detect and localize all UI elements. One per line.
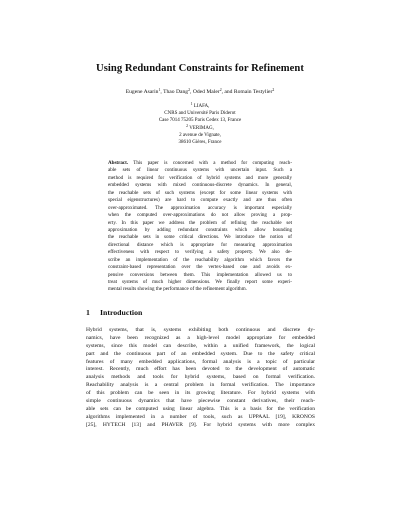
author-separator: , <box>160 89 164 95</box>
affiliation-line <box>0 139 400 146</box>
abstract-line: approximation by adding redundant constraints which allow bounding <box>108 226 292 233</box>
abstract-line: scribe an implementation of the reachability algorithm which favors the <box>108 256 292 263</box>
abstract-line: over-approximated. The approximation accuracy is important especially <box>108 204 292 211</box>
body-line: part and the continuous part of an embedded system. Due to the safety critical <box>86 350 315 357</box>
abstract-line: constraint-based representation over the vertex-based one and avoids ex- <box>108 264 292 271</box>
abstract-line: effectiveness with respect to verifying a safety property. We also de- <box>108 249 292 256</box>
affiliation-line <box>0 117 400 124</box>
affil-text: CNRS and Université Paris Diderot <box>164 111 236 117</box>
abstract <box>108 160 292 294</box>
section-number: 1 <box>86 308 90 317</box>
author-affil-mark: 2 <box>219 88 222 92</box>
author-separator: , <box>190 89 193 95</box>
section-heading <box>86 308 316 317</box>
body-line: features of many embedded applications, formal analysis is a topic of particular <box>86 358 315 365</box>
abstract-line: the reachable sets in some critical directions. We introduce the notion of <box>108 234 292 241</box>
body-text <box>86 327 315 430</box>
abstract-line: able sets of linear continuous systems with uncertain input. Such a <box>108 167 292 174</box>
author-name: Oded Maler <box>192 89 220 95</box>
affiliation-line <box>0 132 400 139</box>
affil-text: VERIMAG, <box>189 125 214 131</box>
abstract-line: when the computed over-approximations do not allow proving a prop- <box>108 212 292 219</box>
author-name: Romain Testylier <box>233 89 273 95</box>
body-line: of this problem can be seen in its growing literature. For hybrid systems with <box>86 390 315 397</box>
body-line: analysis methods and tools for hybrid systems, based on formal verification. <box>86 374 315 381</box>
body-line: systems, since this model can describe, within a unified framework, the logical <box>86 342 315 349</box>
author-affil-mark: 2 <box>272 88 275 92</box>
abstract-line: method is required for verification of hybrid systems and more generally <box>108 174 292 181</box>
author-name: Eugene Asarin <box>125 89 159 95</box>
body-line: Reachability analysis is a central problem in formal verification. The importance <box>86 382 315 389</box>
affiliations <box>0 103 400 146</box>
body-line: algorithms implemented in a number of tools, such as UPPAAL [19], KRONOS <box>86 413 315 420</box>
abstract-label: Abstract. <box>108 160 129 166</box>
section-title: Introduction <box>100 308 143 317</box>
abstract-line: embedded systems with mixed continuous-discrete dynamics. In general, <box>108 182 292 189</box>
author-affil-mark: 2 <box>188 88 191 92</box>
affil-text: Case 7014 75205 Paris Cedex 13, France <box>158 118 242 124</box>
author-separator: , and <box>221 89 234 95</box>
author-affil-mark: 1 <box>158 88 161 92</box>
abstract-line: treat systems of much higher dimensions. We finally report some experi- <box>108 279 292 285</box>
body-line: able sets can be computed using linear algebra. This is a basis for the verification <box>86 405 315 412</box>
paper-title: Using Redundant Constraints for Refinement <box>96 63 304 74</box>
affil-mark: 2 <box>186 123 189 128</box>
affiliation-line <box>0 110 400 117</box>
body-line: simple continuous dynamics that have piecewise constant derivatives, their reach- <box>86 398 315 405</box>
body-line: Hybrid systems, that is, systems exhibiting both continuous and discrete dy- <box>86 327 315 333</box>
body-line: [25], HYTECH [13] and PHAVER [9]. For hybrid systems with more complex <box>86 421 315 428</box>
affiliation-line <box>0 125 400 132</box>
author-name: Thao Dang <box>163 89 189 95</box>
abstract-line: mental results showing the performance of the refinement algorithm. <box>108 286 247 293</box>
abstract-line: special eigenstructures) are hard to compute exactly and are thus often <box>108 197 292 204</box>
author-list <box>0 89 400 95</box>
body-line: interest. Recently, much effort has been devoted to the development of automatic <box>86 366 315 373</box>
body-line: namics, have been recognized as a high-level model appropriate for embedded <box>86 334 315 341</box>
abstract-line: directional distance which is appropriate for measuring approximation <box>108 241 292 248</box>
affil-text: 2 avenue de Vignate, <box>179 132 221 138</box>
affil-text: LIAFA, <box>193 104 210 109</box>
affil-text: 38610 Gières, France <box>178 139 222 145</box>
affiliation-line <box>0 103 400 110</box>
abstract-text: This paper is concerned with a method for computing reach- <box>133 160 292 166</box>
abstract-line: erty. In this paper we address the problem of refining the reachable set <box>108 219 292 226</box>
abstract-line: pensive conversions between them. This implementation allowed us to <box>108 271 292 278</box>
abstract-line: the reachable sets of such systems (except for some linear systems with <box>108 189 292 196</box>
affil-mark: 1 <box>190 102 193 106</box>
